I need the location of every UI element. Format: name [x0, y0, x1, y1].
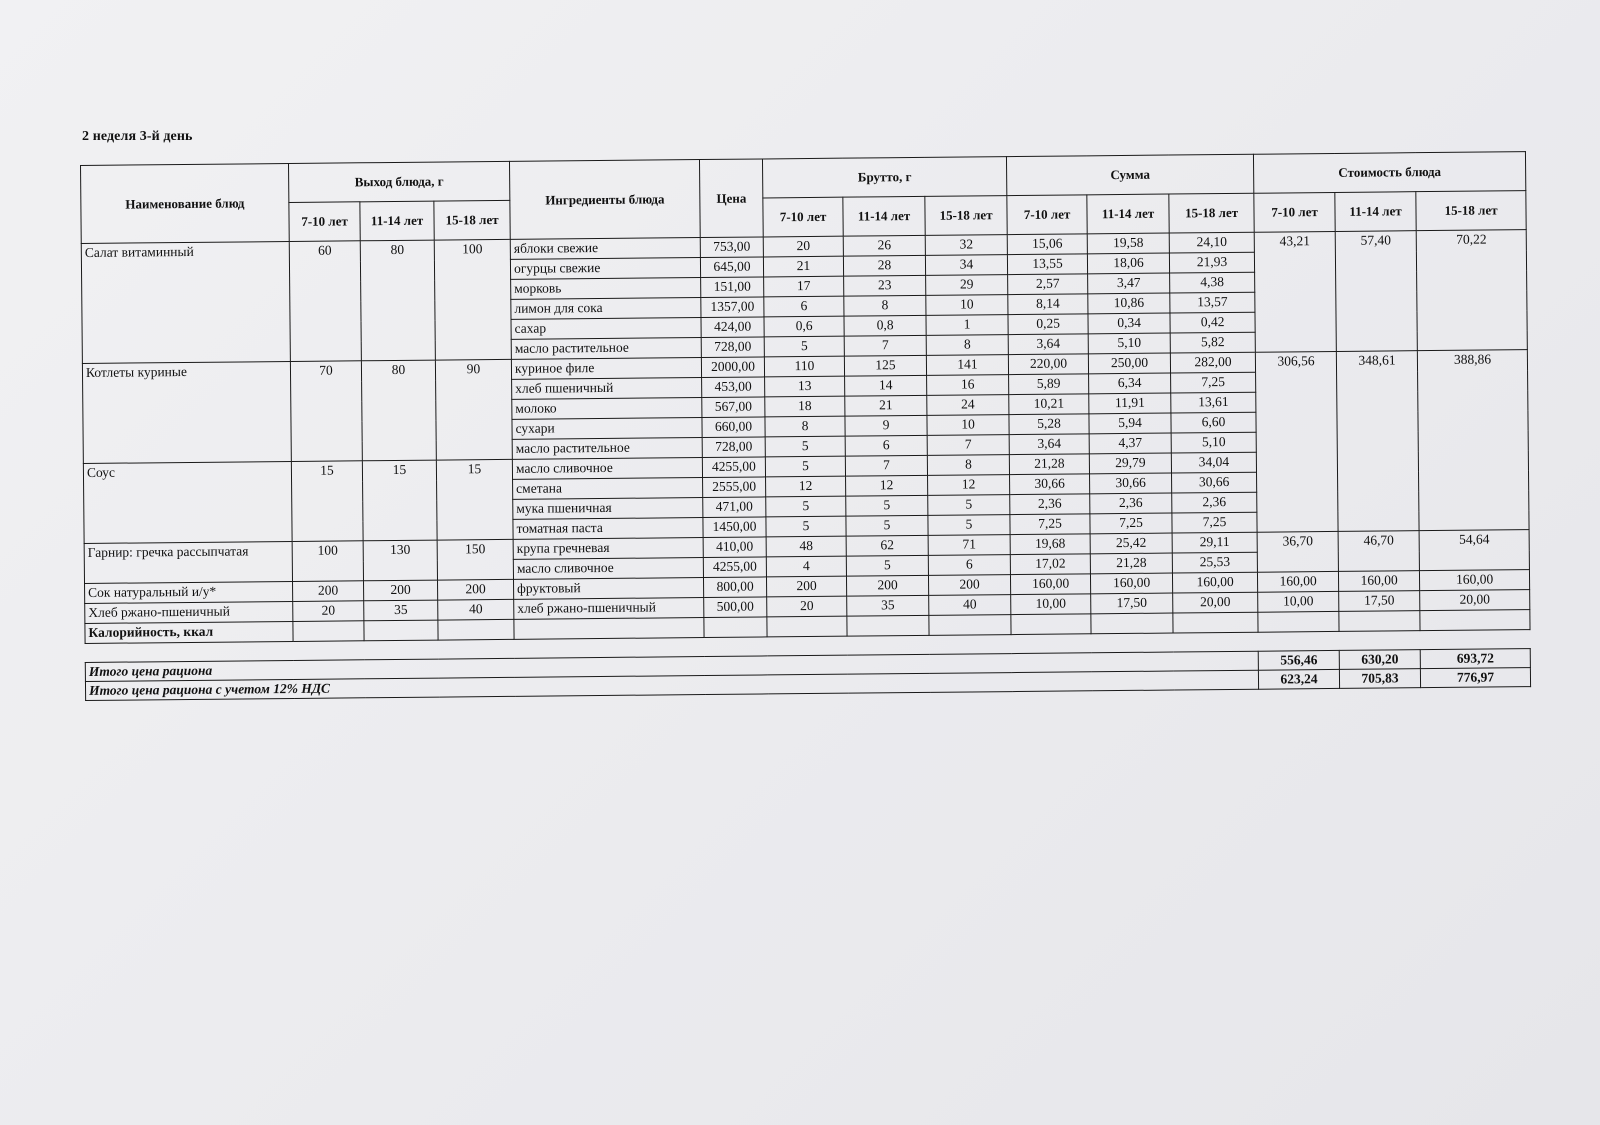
- ingredient-sum: 2,36: [1090, 493, 1172, 514]
- ingredient-price: 4255,00: [702, 457, 765, 478]
- ingredient-brutto: 23: [844, 275, 926, 296]
- ingredient-sum: 24,10: [1169, 232, 1254, 253]
- ingredient-brutto: 5: [764, 336, 844, 357]
- ingredient-sum: 3,64: [1009, 434, 1089, 455]
- header-cost-age-11-14: 11-14 лет: [1335, 192, 1416, 232]
- header-sum-age-7-10: 7-10 лет: [1007, 195, 1087, 235]
- ingredient-sum: 17,50: [1091, 593, 1173, 614]
- ingredient-sum: 10,00: [1011, 594, 1091, 615]
- ingredient-sum: 13,61: [1171, 392, 1256, 413]
- ingredient-name: томатная паста: [513, 518, 703, 540]
- ingredient-brutto: 32: [925, 235, 1007, 256]
- dish-yield: 40: [438, 599, 514, 620]
- total-ration-row-value: 630,20: [1339, 650, 1420, 670]
- total-vat-row-label: Итого цена рациона с учетом 12% НДС: [85, 670, 1258, 700]
- dish-name: Соус: [83, 461, 292, 543]
- dish-yield: 60: [289, 241, 361, 362]
- ingredient-sum: 8,14: [1008, 294, 1088, 315]
- ingredient-sum: 21,28: [1090, 553, 1172, 574]
- total-vat-row-value: 705,83: [1339, 669, 1420, 689]
- ingredient-brutto: 5: [765, 456, 845, 477]
- ingredient-sum: 10,21: [1009, 394, 1089, 415]
- dish-cost: 54,64: [1419, 530, 1529, 571]
- ingredient-sum: 30,66: [1010, 474, 1090, 495]
- header-cost-age-15-18: 15-18 лет: [1416, 191, 1526, 231]
- header-ingredients: Ингредиенты блюда: [510, 160, 701, 240]
- header-sum-age-11-14: 11-14 лет: [1087, 194, 1169, 234]
- ingredient-price: 1357,00: [701, 297, 764, 318]
- ingredient-price: 2000,00: [701, 357, 764, 378]
- header-sum: Сумма: [1006, 154, 1253, 195]
- header-price: Цена: [699, 159, 763, 238]
- ingredient-sum: 10,86: [1088, 293, 1170, 314]
- ingredient-brutto: 20: [767, 596, 847, 617]
- ingredient-sum: 0,42: [1170, 312, 1255, 333]
- ingredient-brutto: 5: [846, 555, 928, 576]
- ingredient-sum: 220,00: [1008, 354, 1088, 375]
- ingredient-brutto: 34: [925, 255, 1007, 276]
- ingredient-brutto: 18: [765, 396, 845, 417]
- ingredient-sum: 4,37: [1089, 433, 1171, 454]
- dish-yield: 150: [437, 539, 513, 580]
- calories-value: [767, 616, 847, 637]
- ration-table: [80, 151, 1531, 701]
- ingredient-price: 4255,00: [703, 557, 766, 578]
- ingredient-name: огурцы свежие: [510, 258, 700, 280]
- ingredient-price: 500,00: [704, 597, 767, 618]
- ingredient-price: 2555,00: [703, 477, 766, 498]
- ingredient-brutto: 8: [926, 335, 1008, 356]
- ingredient-price: 753,00: [700, 237, 763, 258]
- ingredient-sum: 5,10: [1088, 333, 1170, 354]
- ingredient-sum: 15,06: [1007, 234, 1087, 255]
- ingredient-sum: 30,66: [1172, 472, 1257, 493]
- dish-cost: 160,00: [1258, 571, 1339, 592]
- ingredient-sum: 5,28: [1009, 414, 1089, 435]
- header-yield-age-15-18: 15-18 лет: [434, 200, 510, 240]
- ingredient-sum: 6,34: [1089, 373, 1171, 394]
- dish-cost: 348,61: [1336, 351, 1419, 532]
- ingredient-brutto: 4: [766, 556, 846, 577]
- ingredient-brutto: 71: [928, 535, 1010, 556]
- ingredient-name: сахар: [511, 318, 701, 340]
- ingredient-sum: 282,00: [1170, 352, 1255, 373]
- ingredient-sum: 21,28: [1009, 454, 1089, 475]
- ingredient-sum: 20,00: [1173, 592, 1258, 613]
- header-cost: Стоимость блюда: [1253, 152, 1525, 194]
- ingredient-brutto: 35: [847, 595, 929, 616]
- total-vat-row-value: 776,97: [1420, 668, 1530, 688]
- dish-cost: 43,21: [1254, 231, 1336, 352]
- ingredient-name: сухари: [512, 418, 702, 440]
- ingredient-brutto: 6: [845, 435, 927, 456]
- ingredient-brutto: 141: [926, 355, 1008, 376]
- table-body: [81, 230, 1530, 701]
- dish-yield: 80: [360, 240, 435, 361]
- dish-cost: 388,86: [1417, 350, 1529, 531]
- ingredient-sum: 6,60: [1171, 412, 1256, 433]
- ingredient-sum: 29,11: [1172, 532, 1257, 553]
- ingredient-brutto: 0,8: [844, 315, 926, 336]
- calories-label: Калорийность, ккал: [85, 621, 293, 643]
- ingredient-brutto: 12: [766, 476, 846, 497]
- ingredient-price: 800,00: [704, 577, 767, 598]
- ingredient-sum: 2,57: [1008, 274, 1088, 295]
- calories-value: [1339, 611, 1420, 632]
- ingredient-sum: 17,02: [1010, 554, 1090, 575]
- ingredient-brutto: 24: [927, 395, 1009, 416]
- ingredient-price: 660,00: [702, 417, 765, 438]
- ingredient-name: лимон для сока: [511, 298, 701, 320]
- document-title: 2 неделя 3-й день: [82, 129, 193, 144]
- ingredient-sum: 25,42: [1090, 533, 1172, 554]
- dish-cost: 70,22: [1416, 230, 1527, 351]
- ingredient-sum: 21,93: [1169, 252, 1254, 273]
- dish-cost: 10,00: [1258, 591, 1339, 612]
- ingredient-brutto: 6: [764, 296, 844, 317]
- ingredient-sum: 13,57: [1170, 292, 1255, 313]
- dish-yield: 20: [293, 601, 364, 622]
- ingredient-price: 1450,00: [703, 517, 766, 538]
- header-brutto-age-15-18: 15-18 лет: [925, 196, 1007, 236]
- total-vat-row-value: 623,24: [1258, 669, 1339, 689]
- ingredient-sum: 2,36: [1010, 494, 1090, 515]
- ingredient-price: 410,00: [703, 537, 766, 558]
- total-ration-row-value: 693,72: [1420, 649, 1530, 669]
- dish-yield: 70: [290, 361, 362, 462]
- ingredient-name: куриное филе: [511, 358, 701, 380]
- ingredient-brutto: 5: [766, 496, 846, 517]
- ingredient-sum: 7,25: [1172, 512, 1257, 533]
- ingredient-brutto: 20: [763, 236, 843, 257]
- ingredient-brutto: 0,6: [764, 316, 844, 337]
- ingredient-brutto: 7: [927, 435, 1009, 456]
- header-brutto-age-7-10: 7-10 лет: [763, 197, 843, 237]
- header-sum-age-15-18: 15-18 лет: [1169, 193, 1254, 233]
- header-yield-age-7-10: 7-10 лет: [289, 202, 360, 242]
- calories-value: [1091, 613, 1173, 634]
- ingredient-sum: 160,00: [1091, 573, 1173, 594]
- calories-value: [704, 617, 767, 638]
- ingredient-brutto: 5: [928, 515, 1010, 536]
- ingredient-name: хлеб ржано-пшеничный: [514, 598, 704, 620]
- ingredient-sum: 19,58: [1087, 233, 1169, 254]
- ingredient-name: мука пшеничная: [513, 498, 703, 520]
- ingredient-brutto: 26: [843, 235, 925, 256]
- ingredient-name: молоко: [512, 398, 702, 420]
- calories-value: [1011, 614, 1091, 635]
- ingredient-brutto: 7: [844, 335, 926, 356]
- ingredient-sum: 160,00: [1172, 572, 1257, 593]
- ingredient-brutto: 1: [926, 315, 1008, 336]
- dish-yield: 15: [291, 461, 363, 542]
- total-ration-row-value: 556,46: [1258, 650, 1339, 670]
- header-yield: Выход блюда, г: [288, 161, 509, 202]
- ingredient-sum: 0,34: [1088, 313, 1170, 334]
- ingredient-price: 645,00: [700, 257, 763, 278]
- dish-cost: 306,56: [1255, 351, 1338, 532]
- dish-yield: 100: [292, 541, 363, 582]
- dish-yield: 200: [438, 579, 514, 600]
- ingredient-sum: 25,53: [1172, 552, 1257, 573]
- calories-value: [438, 619, 514, 640]
- ingredient-name: сметана: [513, 478, 703, 500]
- ingredient-price: 567,00: [702, 397, 765, 418]
- ingredient-brutto: 8: [844, 295, 926, 316]
- ingredient-sum: 34,04: [1171, 452, 1256, 473]
- ingredient-sum: 19,68: [1010, 534, 1090, 555]
- calories-value: [847, 615, 929, 636]
- ingredient-brutto: 14: [845, 375, 927, 396]
- ingredient-sum: 0,25: [1008, 314, 1088, 335]
- ingredient-brutto: 13: [765, 376, 845, 397]
- ingredient-sum: 160,00: [1011, 574, 1091, 595]
- ingredient-name: морковь: [511, 278, 701, 300]
- dish-name: Котлеты куриные: [82, 361, 291, 463]
- ingredient-sum: 3,64: [1008, 334, 1088, 355]
- ingredient-brutto: 62: [846, 535, 928, 556]
- ingredient-brutto: 200: [767, 576, 847, 597]
- dish-name: Сок натуральный и/у*: [85, 581, 293, 603]
- ingredient-brutto: 200: [846, 575, 928, 596]
- ingredient-price: 453,00: [702, 377, 765, 398]
- ingredient-sum: 7,25: [1090, 513, 1172, 534]
- ingredient-brutto: 21: [845, 395, 927, 416]
- dish-name: Салат витаминный: [81, 241, 290, 363]
- ingredient-sum: 5,10: [1171, 432, 1256, 453]
- ingredient-name: хлеб пшеничный: [512, 378, 702, 400]
- ingredient-price: 728,00: [702, 437, 765, 458]
- ingredient-name: масло сливочное: [513, 558, 703, 580]
- ingredient-name: масло растительное: [512, 438, 702, 460]
- ingredient-brutto: 29: [926, 275, 1008, 296]
- calories-value: [364, 620, 438, 641]
- calories-value: [1420, 610, 1530, 631]
- ingredient-brutto: 6: [928, 555, 1010, 576]
- dish-name: Хлеб ржано-пшеничный: [85, 601, 293, 623]
- dish-name: Гарнир: гречка рассыпчатая: [84, 541, 292, 583]
- dish-cost: 46,70: [1338, 531, 1419, 572]
- ingredient-brutto: 10: [926, 295, 1008, 316]
- dish-cost: 160,00: [1420, 570, 1530, 591]
- ingredient-brutto: 10: [927, 415, 1009, 436]
- ingredient-brutto: 12: [928, 475, 1010, 496]
- ingredient-brutto: 21: [763, 256, 843, 277]
- ingredient-brutto: 8: [927, 455, 1009, 476]
- dish-yield: 15: [362, 460, 437, 541]
- ingredient-brutto: 12: [846, 475, 928, 496]
- calories-value: [929, 615, 1011, 636]
- calories-value: [293, 621, 364, 642]
- ingredient-sum: 29,79: [1089, 453, 1171, 474]
- ingredient-brutto: 5: [766, 516, 846, 537]
- ingredient-sum: 11,91: [1089, 393, 1171, 414]
- ingredient-brutto: 40: [929, 595, 1011, 616]
- ingredient-sum: 4,38: [1170, 272, 1255, 293]
- ingredient-brutto: 125: [844, 355, 926, 376]
- ingredient-brutto: 16: [927, 375, 1009, 396]
- dish-cost: 20,00: [1420, 590, 1530, 611]
- header-dish-name: Наименование блюд: [81, 163, 290, 243]
- total-ration-row-label: Итого цена рациона: [85, 651, 1258, 681]
- ingredient-name: масло сливочное: [512, 458, 702, 480]
- ingredient-sum: 250,00: [1088, 353, 1170, 374]
- ingredient-brutto: 9: [845, 415, 927, 436]
- ingredient-brutto: 200: [928, 575, 1010, 596]
- dish-yield: 200: [364, 580, 438, 601]
- ingredient-brutto: 5: [765, 436, 845, 457]
- dish-cost: 36,70: [1257, 531, 1338, 572]
- ingredient-sum: 30,66: [1090, 473, 1172, 494]
- dish-cost: 17,50: [1339, 591, 1420, 612]
- ingredient-name: фруктовый: [514, 578, 704, 600]
- ingredient-name: яблоки свежие: [510, 238, 700, 260]
- ingredient-brutto: 48: [766, 536, 846, 557]
- ingredient-sum: 7,25: [1010, 514, 1090, 535]
- ingredient-brutto: 8: [765, 416, 845, 437]
- dish-yield: 200: [293, 581, 364, 602]
- ingredient-brutto: 7: [845, 455, 927, 476]
- ingredient-sum: 5,89: [1009, 374, 1089, 395]
- dish-yield: 90: [435, 359, 512, 460]
- calories-value: [1258, 611, 1339, 632]
- ingredient-sum: 18,06: [1087, 253, 1169, 274]
- dish-yield: 130: [363, 540, 437, 581]
- ingredient-sum: 13,55: [1007, 254, 1087, 275]
- ingredient-sum: 7,25: [1171, 372, 1256, 393]
- ingredient-price: 424,00: [701, 317, 764, 338]
- ingredient-price: 471,00: [703, 497, 766, 518]
- ingredient-brutto: 17: [764, 276, 844, 297]
- header-yield-age-11-14: 11-14 лет: [360, 201, 434, 241]
- calories-value: [514, 618, 704, 640]
- dish-yield: 100: [434, 239, 511, 360]
- header-brutto: Брутто, г: [762, 157, 1006, 198]
- ingredient-price: 728,00: [701, 337, 764, 358]
- ingredient-price: 151,00: [701, 277, 764, 298]
- ingredient-name: масло растительное: [511, 338, 701, 360]
- ingredient-sum: 3,47: [1088, 273, 1170, 294]
- dish-yield: 80: [361, 360, 436, 461]
- calories-value: [1173, 612, 1258, 633]
- dish-cost: 57,40: [1335, 231, 1417, 352]
- ingredient-brutto: 5: [846, 515, 928, 536]
- header-cost-age-7-10: 7-10 лет: [1254, 192, 1335, 232]
- ingredient-sum: 5,94: [1089, 413, 1171, 434]
- dish-yield: 15: [436, 459, 513, 540]
- ingredient-name: крупа гречневая: [513, 538, 703, 560]
- ingredient-brutto: 110: [764, 356, 844, 377]
- ingredient-brutto: 5: [928, 495, 1010, 516]
- dish-yield: 35: [364, 600, 438, 621]
- ingredient-brutto: 5: [846, 495, 928, 516]
- dish-cost: 160,00: [1339, 571, 1420, 592]
- ingredient-sum: 5,82: [1170, 332, 1255, 353]
- header-brutto-age-11-14: 11-14 лет: [843, 196, 925, 236]
- ingredient-sum: 2,36: [1172, 492, 1257, 513]
- ingredient-brutto: 28: [843, 255, 925, 276]
